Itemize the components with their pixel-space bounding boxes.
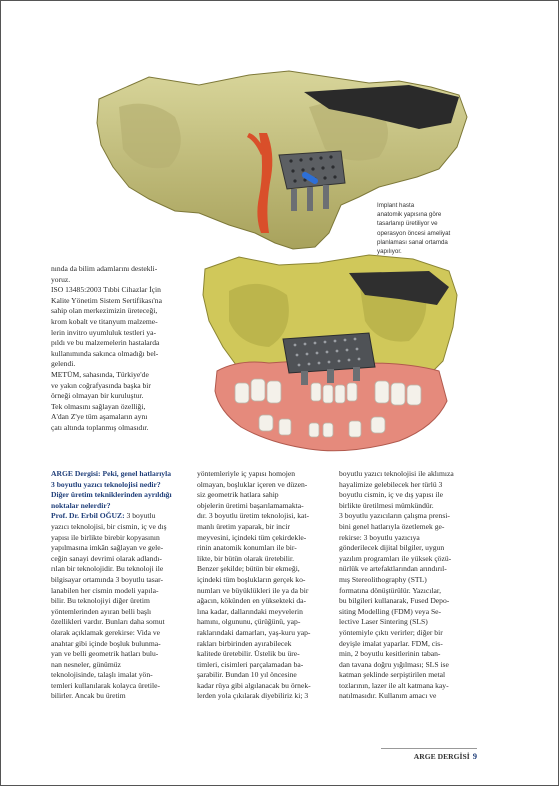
text-line: lerden yola çıkılarak diyebiliriz ki; 3 <box>197 691 309 701</box>
text-line: rinin anatomik konumları ile bir- <box>197 543 297 553</box>
text-line: ISO 13485:2003 Tıbbi Cihazlar İçin <box>51 285 161 295</box>
magazine-name: ARGE DERGİSİ <box>413 752 470 761</box>
text-line: meyvesini, içindeki tüm çekirdekle- <box>197 532 307 542</box>
text-line: natılmasıdır. Kullanım amacı ve <box>339 691 437 701</box>
text-line: yöntemlerinden ayıran belli başlı <box>51 606 152 616</box>
text-line: nan nesneler, günümüz <box>51 659 121 669</box>
text-line: nında da bilim adamlarını destekli- <box>51 264 158 273</box>
text-line: rılan bir teknolojidir. Bu teknoloji ile <box>51 564 164 574</box>
text-line: raklarındaki damarları, yaş-kuru yap- <box>197 627 311 637</box>
text-fragment: 3 boyutlu <box>124 511 156 521</box>
text-line: teknolojisinde, talaşlı imalat yön- <box>51 670 153 680</box>
text-line: formatına dönüştürülür. Yazıcılar, <box>339 585 441 595</box>
text-line: şarabilir. Bundan 10 yıl öncesine <box>197 670 297 680</box>
text-column-middle <box>197 469 330 702</box>
text-line: dır. 3 boyutlu üretim teknolojisi, kat- <box>197 511 309 521</box>
text-line: içindeki tüm boşlukların gerçek ko- <box>197 574 306 584</box>
text-line: ceğin sanayi devrimi olarak adlandı- <box>51 553 162 563</box>
text-line: özellikleri vardır. Bunları daha somut <box>51 617 165 627</box>
text-line: tozlarının, lazer ile alt katmana kay- <box>339 680 449 690</box>
text-line: timleri, cisimleri parçalamadan ba- <box>197 659 304 669</box>
caption-line: tasarlanıp üretiliyor ve <box>377 220 438 228</box>
speaker-name: Prof. Dr. Erbil OĞUZ: <box>51 511 125 521</box>
text-line: çatı altında toplanmış olmasıdır. <box>51 422 149 432</box>
text-line: hayalimize gelebilecek her türlü 3 <box>339 479 443 489</box>
interview-question: noktalar nelerdir? <box>51 500 111 510</box>
text-line: yöntemleriyle iç yapısı homojen <box>197 469 296 478</box>
text-line: pıldı ve bu malzemelerin hastalarda <box>51 338 160 348</box>
text-line: likte, bir bütün olarak üretebilir. <box>197 553 295 563</box>
text-line: lanabilen her cismin modeli yapıla- <box>51 585 159 595</box>
text-line: METÜM, sahasında, Türkiye'de <box>51 369 149 379</box>
interview-question: ARGE Dergisi: Peki, genel hatlarıyla <box>51 469 172 478</box>
text-line: Kalite Yönetim Sistem Sertifikası'na <box>51 295 162 305</box>
text-column-right <box>339 469 472 702</box>
text-column-left <box>51 469 181 702</box>
text-line: gönderilecek dijital bilgiler, uygun <box>339 543 445 553</box>
text-line: bini genel hatlarıyla özetlemek ge- <box>339 521 445 531</box>
jaw-implant-model-image <box>199 251 461 466</box>
text-line: bilir. Bu teknolojiyi diğer üretim <box>51 596 150 606</box>
text-line: yoruz. <box>51 274 71 284</box>
text-line: yan ve belli geometrik hatları bulu- <box>51 649 159 659</box>
text-line: rakları birbirinden ayırabilecek <box>197 638 292 648</box>
text-line: anahtar gibi içinde boşluk bulunma- <box>51 638 161 648</box>
text-line: min, 2 boyutlu kesitlerinin taban- <box>339 649 441 659</box>
text-line: manlı üretim yaparak, bir incir <box>197 521 290 531</box>
text-line: lına kadar, dallarındaki meyvelerin <box>197 606 303 616</box>
text-line: ve yakın coğrafyasında başka bir <box>51 380 151 390</box>
text-line: bu bilgileri kullanarak, Fused Depo- <box>339 596 450 606</box>
text-line: Benzer şekilde; bütün bir ekmeği, <box>197 564 300 574</box>
text-line: A'dan Z'ye tüm aşamaların aynı <box>51 412 148 422</box>
text-line: siting Modelling (FDM) veya Se- <box>339 606 442 616</box>
text-line: dan tavana doğru yığılması; SLS ise <box>339 659 449 669</box>
text-column-upper-left <box>51 264 181 434</box>
caption-line: Implant hasta <box>377 202 415 209</box>
page-footer <box>381 748 477 761</box>
page-number: 9 <box>472 751 477 761</box>
caption-line: yapılıyor. <box>377 248 402 256</box>
figure-caption <box>377 201 487 256</box>
text-line: boyutlu yazıcı teknolojisi ile aklımıza <box>339 469 454 478</box>
text-line: katman şeklinde serpiştirilen metal <box>339 670 446 680</box>
text-line: bilgisayar ortamında 3 boyutlu tasar- <box>51 574 164 584</box>
text-line: birlikte üretilmesi mümkündür. <box>339 500 434 510</box>
text-line: gelendi. <box>51 359 76 369</box>
text-line: yapısı ile birlikte birebir kopyasının <box>51 532 160 542</box>
text-line: siz geometrik hatlara sahip <box>197 490 279 500</box>
text-line: lerin invitro uyumluluk testleri ya- <box>51 327 157 337</box>
text-line: temleri kullanılarak kolayca üretile- <box>51 680 161 690</box>
text-line: yöntemiyle çıktı verirler; diğer bir <box>339 627 443 637</box>
interview-question: 3 boyutlu yazıcı teknolojisi nedir? <box>51 479 161 489</box>
interview-question: Diğer üretim tekniklerinden ayrıldığı <box>51 490 172 500</box>
text-line: hamını, olgununu, çürüğünü, yap- <box>197 617 301 627</box>
text-line: olarak açıklamak gerekirse: Vida ve <box>51 627 161 637</box>
text-line: kalitede üretebilir. Üstelik bu üre- <box>197 649 300 659</box>
text-line: numları ve büyüklükleri ile ya da bir <box>197 585 309 595</box>
text-line: kadar rüya gibi algılanacak bu örnek- <box>197 680 311 690</box>
text-line: Tek olmasını sağlayan özelliği, <box>51 401 146 411</box>
answer-first-line <box>51 511 181 522</box>
text-line: yazılım programları ile yüksek çözü- <box>339 553 452 563</box>
text-line: nürlük ve artefaktlarından arındırıl- <box>339 564 447 574</box>
text-line: 3 boyutlu yazıcıların çalışma prensi- <box>339 511 450 521</box>
text-line: yapılmasına imkân sağlayan ve gele- <box>51 543 164 553</box>
text-line: mış Stereolithography (STL) <box>339 574 427 584</box>
caption-line: anatomik yapısına göre <box>377 211 442 219</box>
text-line: deyişle imalat yaparlar. FDM, cis- <box>339 638 443 648</box>
text-line: krom kobalt ve titanyum malzeme- <box>51 316 158 326</box>
text-line: boyutlu cismin, iç ve dış yapısı ile <box>339 490 443 500</box>
caption-line: planlaması sanal ortamda <box>377 238 448 246</box>
text-line: olmayan, boşluklar içeren ve düzen- <box>197 479 308 489</box>
text-line: lective Laser Sintering (SLS) <box>339 617 428 627</box>
text-line: ağacın, kökünden en yüksekteki da- <box>197 596 307 606</box>
caption-line: operasyon öncesi ameliyat <box>377 229 451 237</box>
text-line: örneği olmayan bir kuruluştur. <box>51 391 144 401</box>
text-line: objelerin üretimi başarılamamakta- <box>197 500 304 510</box>
text-line: bilirler. Ancak bu üretim <box>51 691 126 701</box>
text-line: yazıcı teknolojisi, bir cismin, iç ve dış <box>51 521 167 531</box>
text-line: kullanımında sakınca olmadığı bel- <box>51 348 159 358</box>
text-line: sahip olan merkezimizin üreteceği, <box>51 306 158 316</box>
text-line: rekirse: 3 boyutlu yazıcıya <box>339 532 420 542</box>
